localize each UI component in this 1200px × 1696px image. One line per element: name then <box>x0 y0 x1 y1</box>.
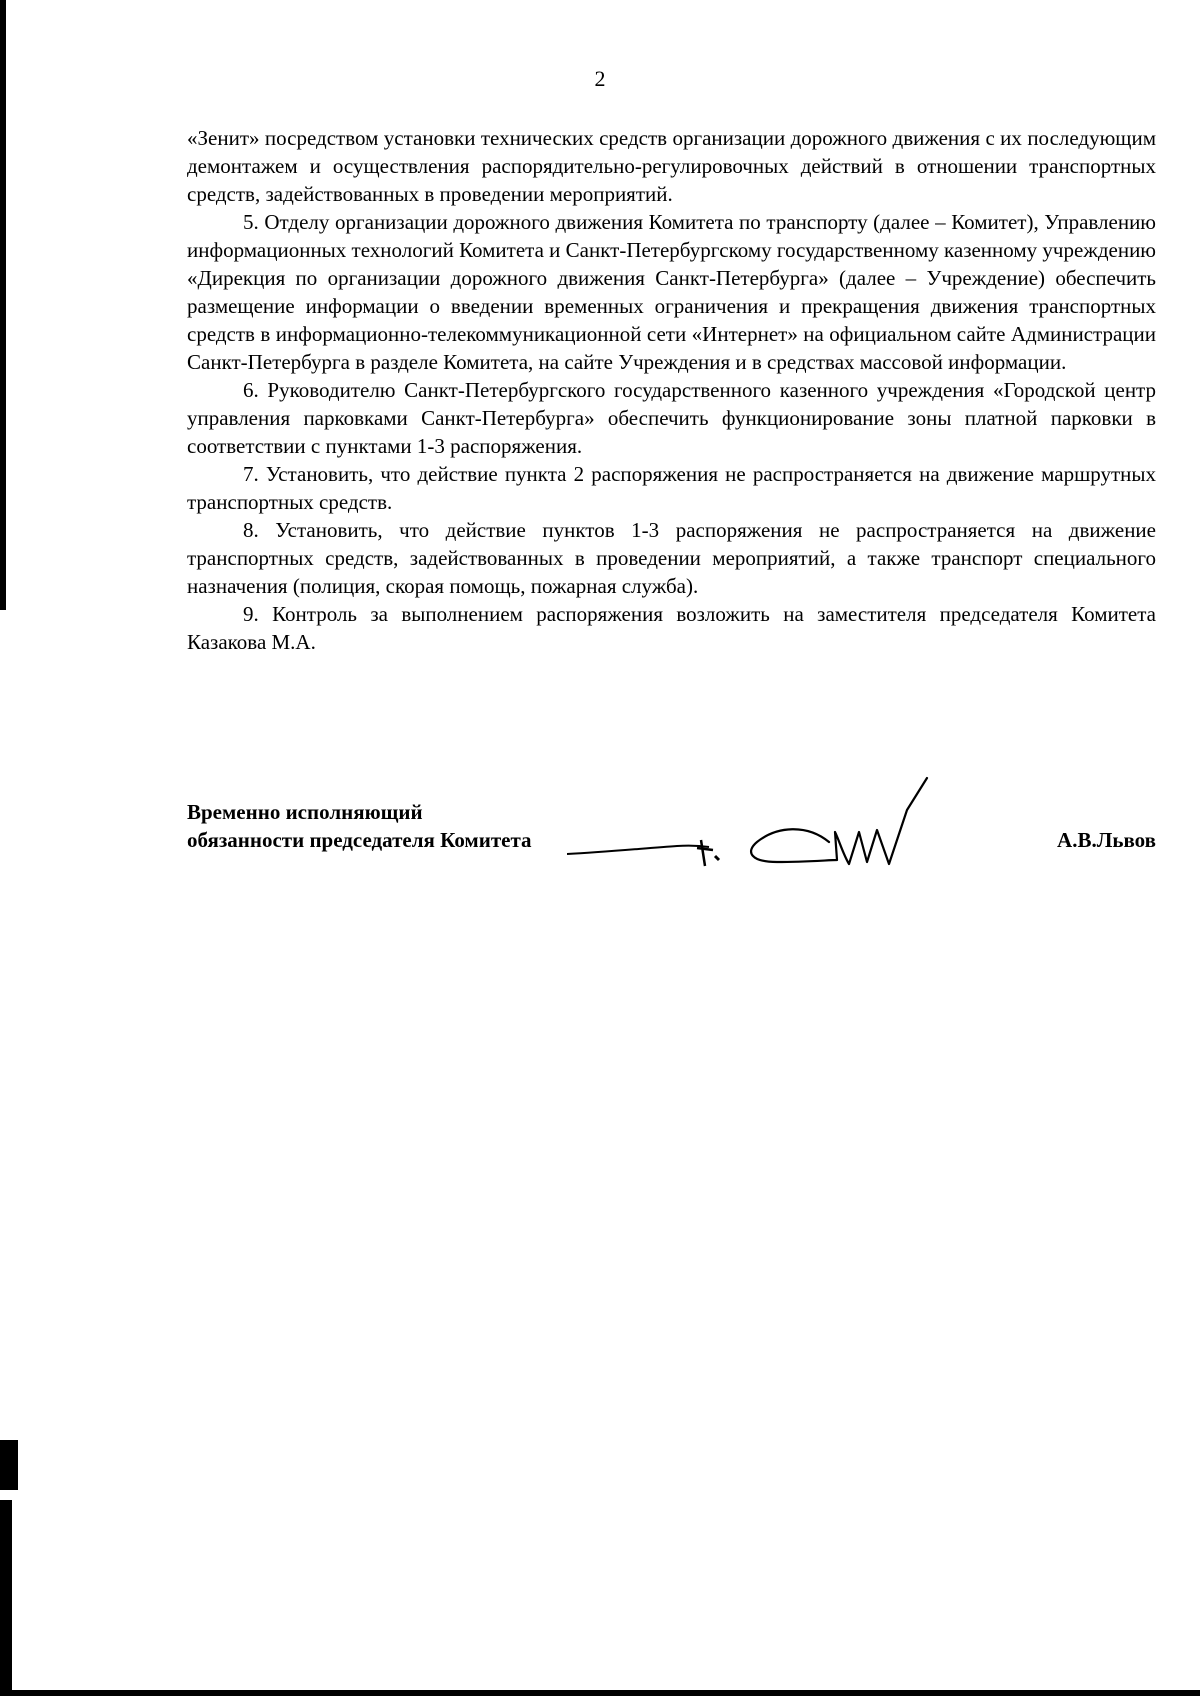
signatory-name: А.В.Львов <box>1057 828 1156 852</box>
scan-edge-mark <box>0 1500 12 1696</box>
paragraph-item-9: 9. Контроль за выполнением распоряжения возложить на заместителя председателя Комитета Казакова М.А. <box>187 602 1156 654</box>
document-body <box>187 124 1156 656</box>
signatory-title-line-2: обязанности председателя Комитета <box>187 828 532 852</box>
page-number: 2 <box>594 66 606 91</box>
paragraph-item-5: 5. Отделу организации дорожного движения Комитета по транспорту (далее – Комитет), Управлению информационных технологий Комитета и Санкт-Петербургскому государственному казенному учреждению «Дирекция по организации дорожного движения Санкт-Петербурга» (далее – Учреждение) обеспечить размещение информации о введении временных ограничения и прекращения движения транспортных средств в информационно-телекоммуникационной сети «Интернет» на официальном сайте Администрации Санкт-Петербурга в разделе Комитета, на сайте Учреждения и в средствах массовой информации. <box>187 210 1156 374</box>
paragraph-continuation: «Зенит» посредством установки технических средств организации дорожного движения с их последующим демонтажем и осуществления распорядительно-регулировочных действий в отношении транспортных средств, задействованных в проведении мероприятий. <box>187 126 1156 206</box>
scan-edge-mark <box>0 1440 18 1490</box>
paragraph-item-7: 7. Установить, что действие пункта 2 распоряжения не распространяется на движение маршрутных транспортных средств. <box>187 462 1156 514</box>
handwritten-signature <box>567 770 1027 880</box>
scan-edge-mark <box>0 1690 1200 1696</box>
signatory-title-line-1: Временно исполняющий <box>187 800 423 824</box>
paragraph-item-8: 8. Установить, что действие пунктов 1-3 распоряжения не распространяется на движение транспортных средств, задействованных в проведении мероприятий, а также транспорт специального назначения (полиция, скорая помощь, пожарная служба). <box>187 518 1156 598</box>
signature-block <box>187 798 1156 908</box>
paragraph-item-6: 6. Руководителю Санкт-Петербургского государственного казенного учреждения «Городской центр управления парковками Санкт-Петербурга» обеспечить функционирование зоны платной парковки в соответствии с пунктами 1-3 распоряжения. <box>187 378 1156 458</box>
